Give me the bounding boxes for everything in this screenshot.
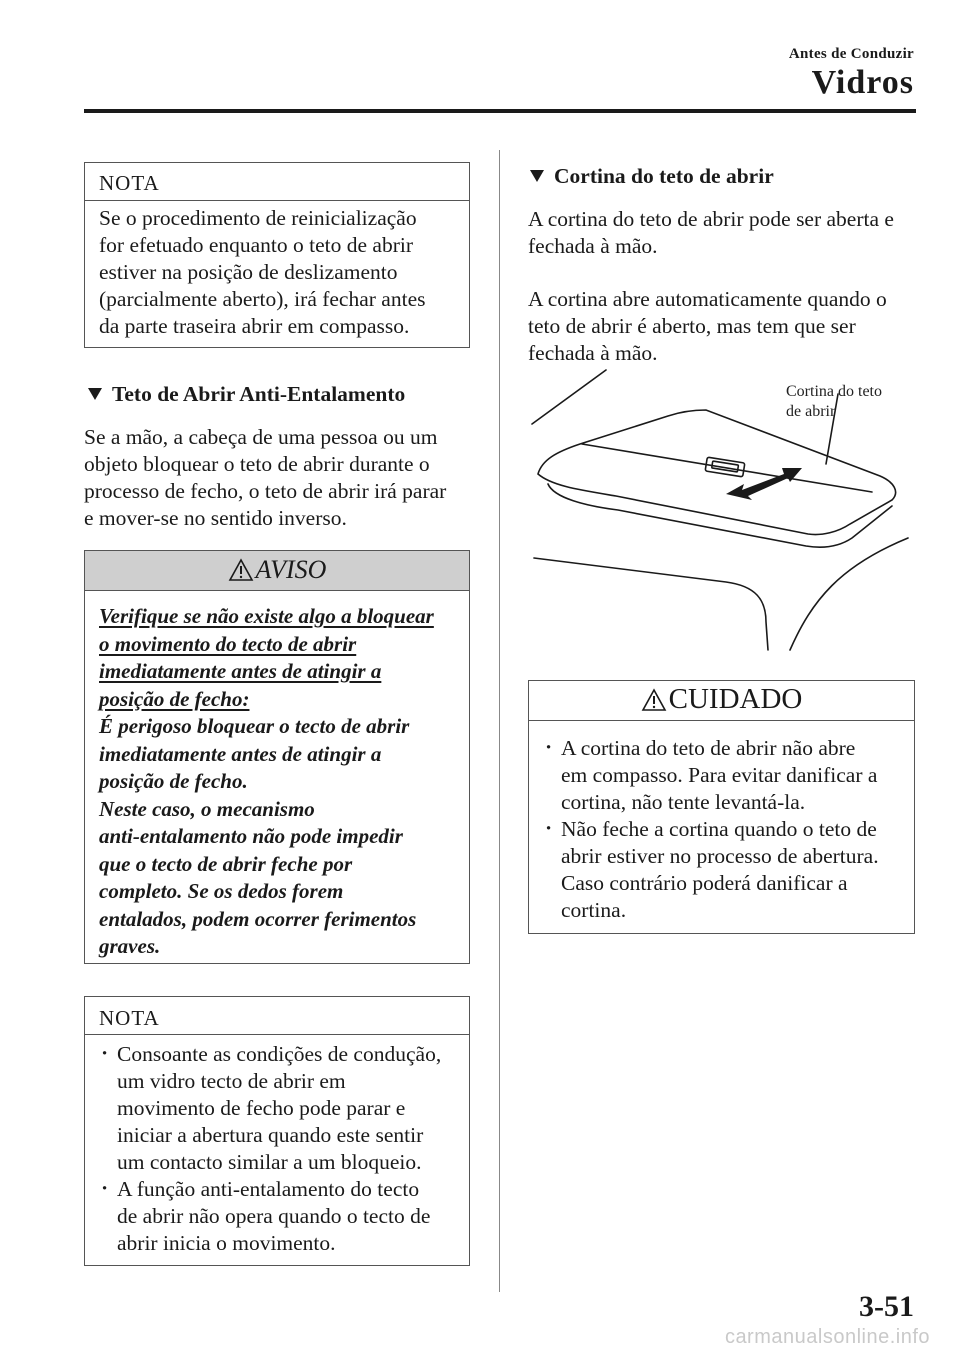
- nota-body: [85, 1035, 469, 1257]
- text-line: (parcialmente aberto), irá fechar antes: [99, 287, 426, 311]
- text-line: posição de fecho.: [99, 769, 248, 793]
- nota-box-2: [84, 996, 470, 1266]
- nota-title: NOTA: [85, 163, 469, 201]
- header-rule: [84, 109, 916, 113]
- text-line: · Não feche a cortina quando o teto de: [561, 817, 877, 841]
- page-number: 3-51: [859, 1290, 914, 1323]
- aviso-title: AVISO: [255, 555, 327, 584]
- nota-body: [85, 201, 469, 340]
- triangle-down-icon: [88, 388, 102, 400]
- text-line: em compasso. Para evitar danificar a: [561, 763, 878, 787]
- text-line: completo. Se os dedos forem: [99, 879, 344, 903]
- text-line: · Consoante as condições de condução,: [117, 1042, 442, 1066]
- text-line: um vidro tecto de abrir em: [117, 1069, 346, 1093]
- nota-box-1: [84, 162, 470, 348]
- text-line: abrir inicia o movimento.: [117, 1231, 336, 1255]
- text-line: Caso contrário poderá danificar a: [561, 871, 848, 895]
- figure-caption: [786, 382, 916, 422]
- text-line: objeto bloquear o teto de abrir durante o: [84, 452, 430, 476]
- text-line: e mover-se no sentido inverso.: [84, 506, 347, 530]
- nota-title: NOTA: [85, 997, 469, 1035]
- text-line: de abrir: [786, 403, 836, 420]
- text-line: movimento de fecho pode parar e: [117, 1096, 406, 1120]
- text-line: anti-entalamento não pode impedir: [99, 824, 403, 848]
- text-line: Se o procedimento de reinicialização: [99, 206, 417, 230]
- aviso-header: [85, 551, 469, 591]
- cuidado-body: [529, 721, 914, 924]
- text-line: iniciar a abertura quando este sentir: [117, 1123, 424, 1147]
- text-line: abrir estiver no processo de abertura.: [561, 844, 879, 868]
- text-line: Neste caso, o mecanismo: [99, 796, 315, 821]
- aviso-box: [84, 550, 470, 964]
- cortina-paragraph-1: [528, 206, 928, 260]
- text-line: cortina.: [561, 898, 627, 922]
- text-line: Cortina do teto: [786, 383, 882, 400]
- text-line: de abrir não opera quando o tecto de: [117, 1204, 431, 1228]
- warning-triangle-icon: [641, 688, 667, 712]
- text-line: Verifique se não existe algo a bloquear: [99, 604, 434, 628]
- text-line: entalados, podem ocorrer ferimentos: [99, 906, 417, 931]
- aviso-body: [85, 591, 469, 961]
- list-item: [543, 816, 900, 924]
- text-line: processo de fecho, o teto de abrir irá parar: [84, 479, 447, 503]
- section-heading-cortina: [530, 164, 774, 189]
- text-line: A cortina abre automaticamente quando o: [528, 287, 887, 311]
- text-line: · A função anti-entalamento do tecto: [117, 1177, 420, 1201]
- text-line: fechada à mão.: [528, 341, 658, 365]
- section-heading-text: Teto de Abrir Anti-Entalamento: [112, 382, 406, 406]
- section-heading-anti: [88, 382, 405, 407]
- text-line: A cortina do teto de abrir pode ser aberta e: [528, 207, 894, 231]
- warning-triangle-icon: [228, 558, 254, 582]
- watermark: carmanualsonline.info: [724, 1326, 930, 1348]
- text-line: · A cortina do teto de abrir não abre: [561, 736, 856, 760]
- cortina-paragraph-2: [528, 286, 928, 367]
- section-heading-text: Cortina do teto de abrir: [554, 164, 774, 188]
- cuidado-title: CUIDADO: [668, 683, 803, 715]
- text-line: o movimento do tecto de abrir: [99, 631, 357, 656]
- text-line: que o tecto de abrir feche por: [99, 851, 353, 876]
- text-line: posição de fecho:: [99, 686, 250, 711]
- text-line: estiver na posição de deslizamento: [99, 260, 398, 284]
- list-item: [99, 1041, 455, 1176]
- header-section-label: Antes de Conduzir: [788, 46, 914, 62]
- cuidado-box: [528, 680, 915, 934]
- text-line: teto de abrir é aberto, mas tem que ser: [528, 314, 856, 338]
- text-line: imediatamente antes de atingir a: [99, 741, 382, 766]
- text-line: um contacto similar a um bloqueio.: [117, 1150, 422, 1174]
- text-line: graves.: [99, 934, 161, 958]
- triangle-down-icon: [530, 170, 544, 182]
- list-item: [99, 1176, 455, 1257]
- column-divider: [499, 150, 500, 1292]
- chapter-title: Vidros: [811, 64, 914, 101]
- text-line: Se a mão, a cabeça de uma pessoa ou um: [84, 425, 438, 449]
- text-line: É perigoso bloquear o tecto de abrir: [99, 714, 410, 738]
- cuidado-header: [529, 681, 914, 721]
- text-line: da parte traseira abrir em compasso.: [99, 314, 410, 338]
- anti-paragraph: [84, 424, 484, 532]
- list-item: [543, 735, 900, 816]
- text-line: for efetuado enquanto o teto de abrir: [99, 233, 414, 257]
- text-line: imediatamente antes de atingir a: [99, 659, 382, 683]
- text-line: cortina, não tente levantá-la.: [561, 790, 806, 814]
- text-line: fechada à mão.: [528, 234, 658, 258]
